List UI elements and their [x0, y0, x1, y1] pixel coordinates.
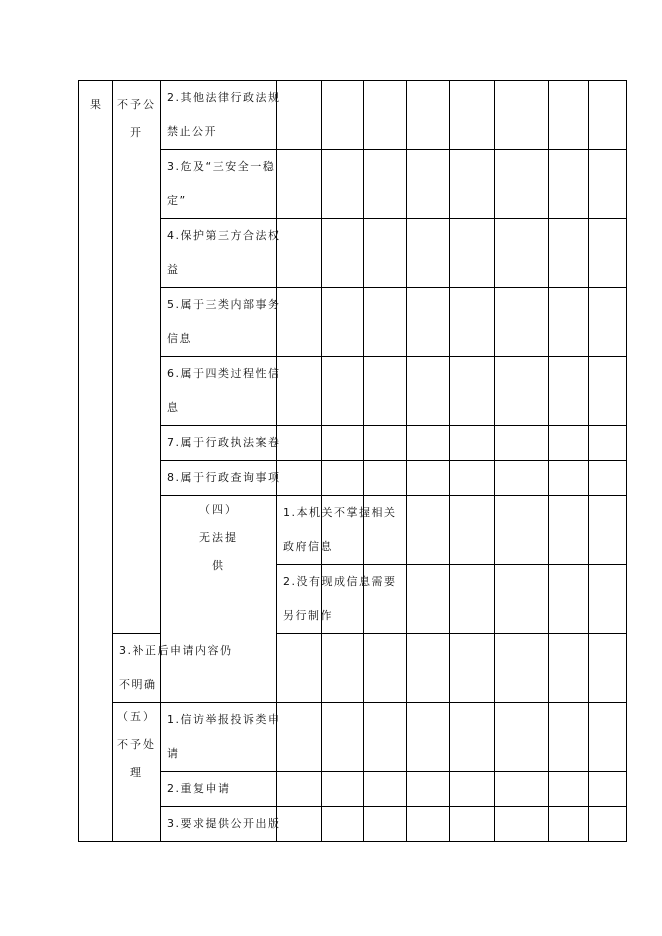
item-line: 3.补正后申请内容仍 — [119, 644, 233, 657]
value-cell — [322, 634, 364, 703]
item-line: 6.属于四类过程性信 — [167, 367, 281, 380]
group-label-cell — [113, 703, 161, 842]
item-line: 政府信息 — [283, 540, 333, 553]
value-cell — [364, 357, 407, 426]
value-cell — [364, 772, 407, 807]
value-cell — [364, 703, 407, 772]
value-cell — [322, 703, 364, 772]
value-cell — [450, 807, 495, 842]
group-label-cell — [161, 496, 277, 703]
value-cell — [364, 461, 407, 496]
item-line: 定” — [167, 194, 187, 207]
item-line: 3.要求提供公开出版 — [167, 817, 281, 830]
value-cell — [450, 461, 495, 496]
item-cell — [113, 634, 233, 703]
value-cell — [364, 150, 407, 219]
value-cell — [450, 219, 495, 288]
item-cell — [161, 219, 281, 288]
value-cell — [322, 357, 364, 426]
item-line: 7.属于行政执法案卷 — [167, 436, 281, 449]
group-label-line: 开 — [130, 126, 143, 139]
value-cell — [322, 150, 364, 219]
item-cell — [161, 288, 281, 357]
item-line: 益 — [167, 263, 180, 276]
value-cell — [589, 426, 627, 461]
value-cell — [322, 772, 364, 807]
outer-category-cell — [79, 81, 113, 842]
item-line: 4.保护第三方合法权 — [167, 229, 281, 242]
item-cell — [161, 357, 281, 426]
item-line: 禁止公开 — [167, 125, 217, 138]
item-line: 1.信访举报投诉类申 — [167, 713, 281, 726]
value-cell — [364, 81, 407, 150]
item-cell — [161, 426, 281, 461]
value-cell — [549, 357, 589, 426]
value-cell — [364, 634, 407, 703]
item-line: 3.危及“三安全一稳 — [167, 160, 276, 173]
item-line: 信息 — [167, 332, 192, 345]
value-cell — [589, 81, 627, 150]
group-label-cell — [113, 81, 161, 634]
item-cell — [161, 703, 281, 772]
group-label-line: 无法提 — [199, 531, 238, 544]
group-label-line: 不予公 — [117, 98, 156, 111]
value-cell — [549, 288, 589, 357]
value-cell — [495, 357, 549, 426]
item-line: 不明确 — [119, 678, 157, 691]
value-cell — [495, 703, 549, 772]
item-line: 2.重复申请 — [167, 782, 231, 795]
item-line: 1.本机关不掌握相关 — [283, 506, 397, 519]
value-cell — [364, 219, 407, 288]
value-cell — [322, 288, 364, 357]
value-cell — [549, 461, 589, 496]
value-cell — [450, 357, 495, 426]
value-cell — [407, 807, 450, 842]
group-label-line: 理 — [130, 766, 143, 779]
value-cell — [589, 703, 627, 772]
group-label-line: 供 — [212, 559, 225, 572]
value-cell — [495, 150, 549, 219]
value-cell — [495, 461, 549, 496]
value-cell — [495, 81, 549, 150]
value-cell — [549, 703, 589, 772]
value-cell — [277, 219, 322, 288]
value-cell — [450, 288, 495, 357]
value-cell — [549, 565, 589, 634]
item-line: 请 — [167, 747, 180, 760]
item-cell — [277, 496, 397, 565]
value-cell — [407, 288, 450, 357]
value-cell — [495, 288, 549, 357]
value-cell — [495, 496, 549, 565]
value-cell — [277, 357, 322, 426]
item-line: 另行制作 — [283, 609, 333, 622]
value-cell — [450, 150, 495, 219]
value-cell — [589, 807, 627, 842]
value-cell — [495, 772, 549, 807]
value-cell — [589, 150, 627, 219]
item-line: 8.属于行政查询事项 — [167, 471, 281, 484]
value-cell — [549, 219, 589, 288]
value-cell — [277, 81, 322, 150]
value-cell — [450, 496, 495, 565]
item-cell — [277, 565, 397, 634]
value-cell — [322, 807, 364, 842]
value-cell — [549, 426, 589, 461]
value-cell — [407, 426, 450, 461]
value-cell — [407, 219, 450, 288]
value-cell — [277, 461, 322, 496]
value-cell — [322, 426, 364, 461]
outer-category-label: 果 — [90, 98, 101, 111]
item-cell — [161, 807, 281, 842]
item-cell — [161, 772, 277, 807]
value-cell — [364, 288, 407, 357]
value-cell — [277, 426, 322, 461]
value-cell — [589, 219, 627, 288]
value-cell — [450, 426, 495, 461]
item-line: 息 — [167, 401, 180, 414]
item-line: 2.没有现成信息需要 — [283, 575, 397, 588]
item-line: 5.属于三类内部事务 — [167, 298, 281, 311]
value-cell — [549, 634, 589, 703]
value-cell — [549, 772, 589, 807]
value-cell — [495, 219, 549, 288]
value-cell — [407, 461, 450, 496]
value-cell — [549, 81, 589, 150]
item-line: 2.其他法律行政法规 — [167, 91, 281, 104]
value-cell — [407, 496, 450, 565]
value-cell — [407, 565, 450, 634]
value-cell — [407, 150, 450, 219]
value-cell — [549, 807, 589, 842]
value-cell — [589, 565, 627, 634]
value-cell — [549, 150, 589, 219]
value-cell — [407, 703, 450, 772]
value-cell — [322, 81, 364, 150]
value-cell — [364, 807, 407, 842]
value-cell — [322, 461, 364, 496]
value-cell — [495, 807, 549, 842]
value-cell — [589, 772, 627, 807]
value-cell — [589, 461, 627, 496]
value-cell — [277, 288, 322, 357]
value-cell — [450, 772, 495, 807]
disclosure-table — [78, 80, 627, 842]
value-cell — [450, 565, 495, 634]
value-cell — [589, 357, 627, 426]
value-cell — [450, 634, 495, 703]
value-cell — [450, 81, 495, 150]
value-cell — [277, 634, 322, 703]
item-cell — [161, 461, 281, 496]
value-cell — [277, 807, 322, 842]
value-cell — [407, 772, 450, 807]
value-cell — [495, 634, 549, 703]
value-cell — [364, 426, 407, 461]
value-cell — [277, 150, 322, 219]
group-label-line: 不予处 — [117, 738, 156, 751]
value-cell — [277, 772, 322, 807]
value-cell — [495, 565, 549, 634]
value-cell — [549, 496, 589, 565]
value-cell — [322, 219, 364, 288]
value-cell — [589, 288, 627, 357]
group-label-line: （四） — [199, 503, 238, 516]
value-cell — [495, 426, 549, 461]
value-cell — [407, 81, 450, 150]
value-cell — [277, 703, 322, 772]
group-label-line: （五） — [117, 710, 156, 723]
item-cell — [161, 81, 281, 150]
value-cell — [450, 703, 495, 772]
value-cell — [589, 496, 627, 565]
value-cell — [407, 357, 450, 426]
value-cell — [407, 634, 450, 703]
item-cell — [161, 150, 277, 219]
value-cell — [589, 634, 627, 703]
